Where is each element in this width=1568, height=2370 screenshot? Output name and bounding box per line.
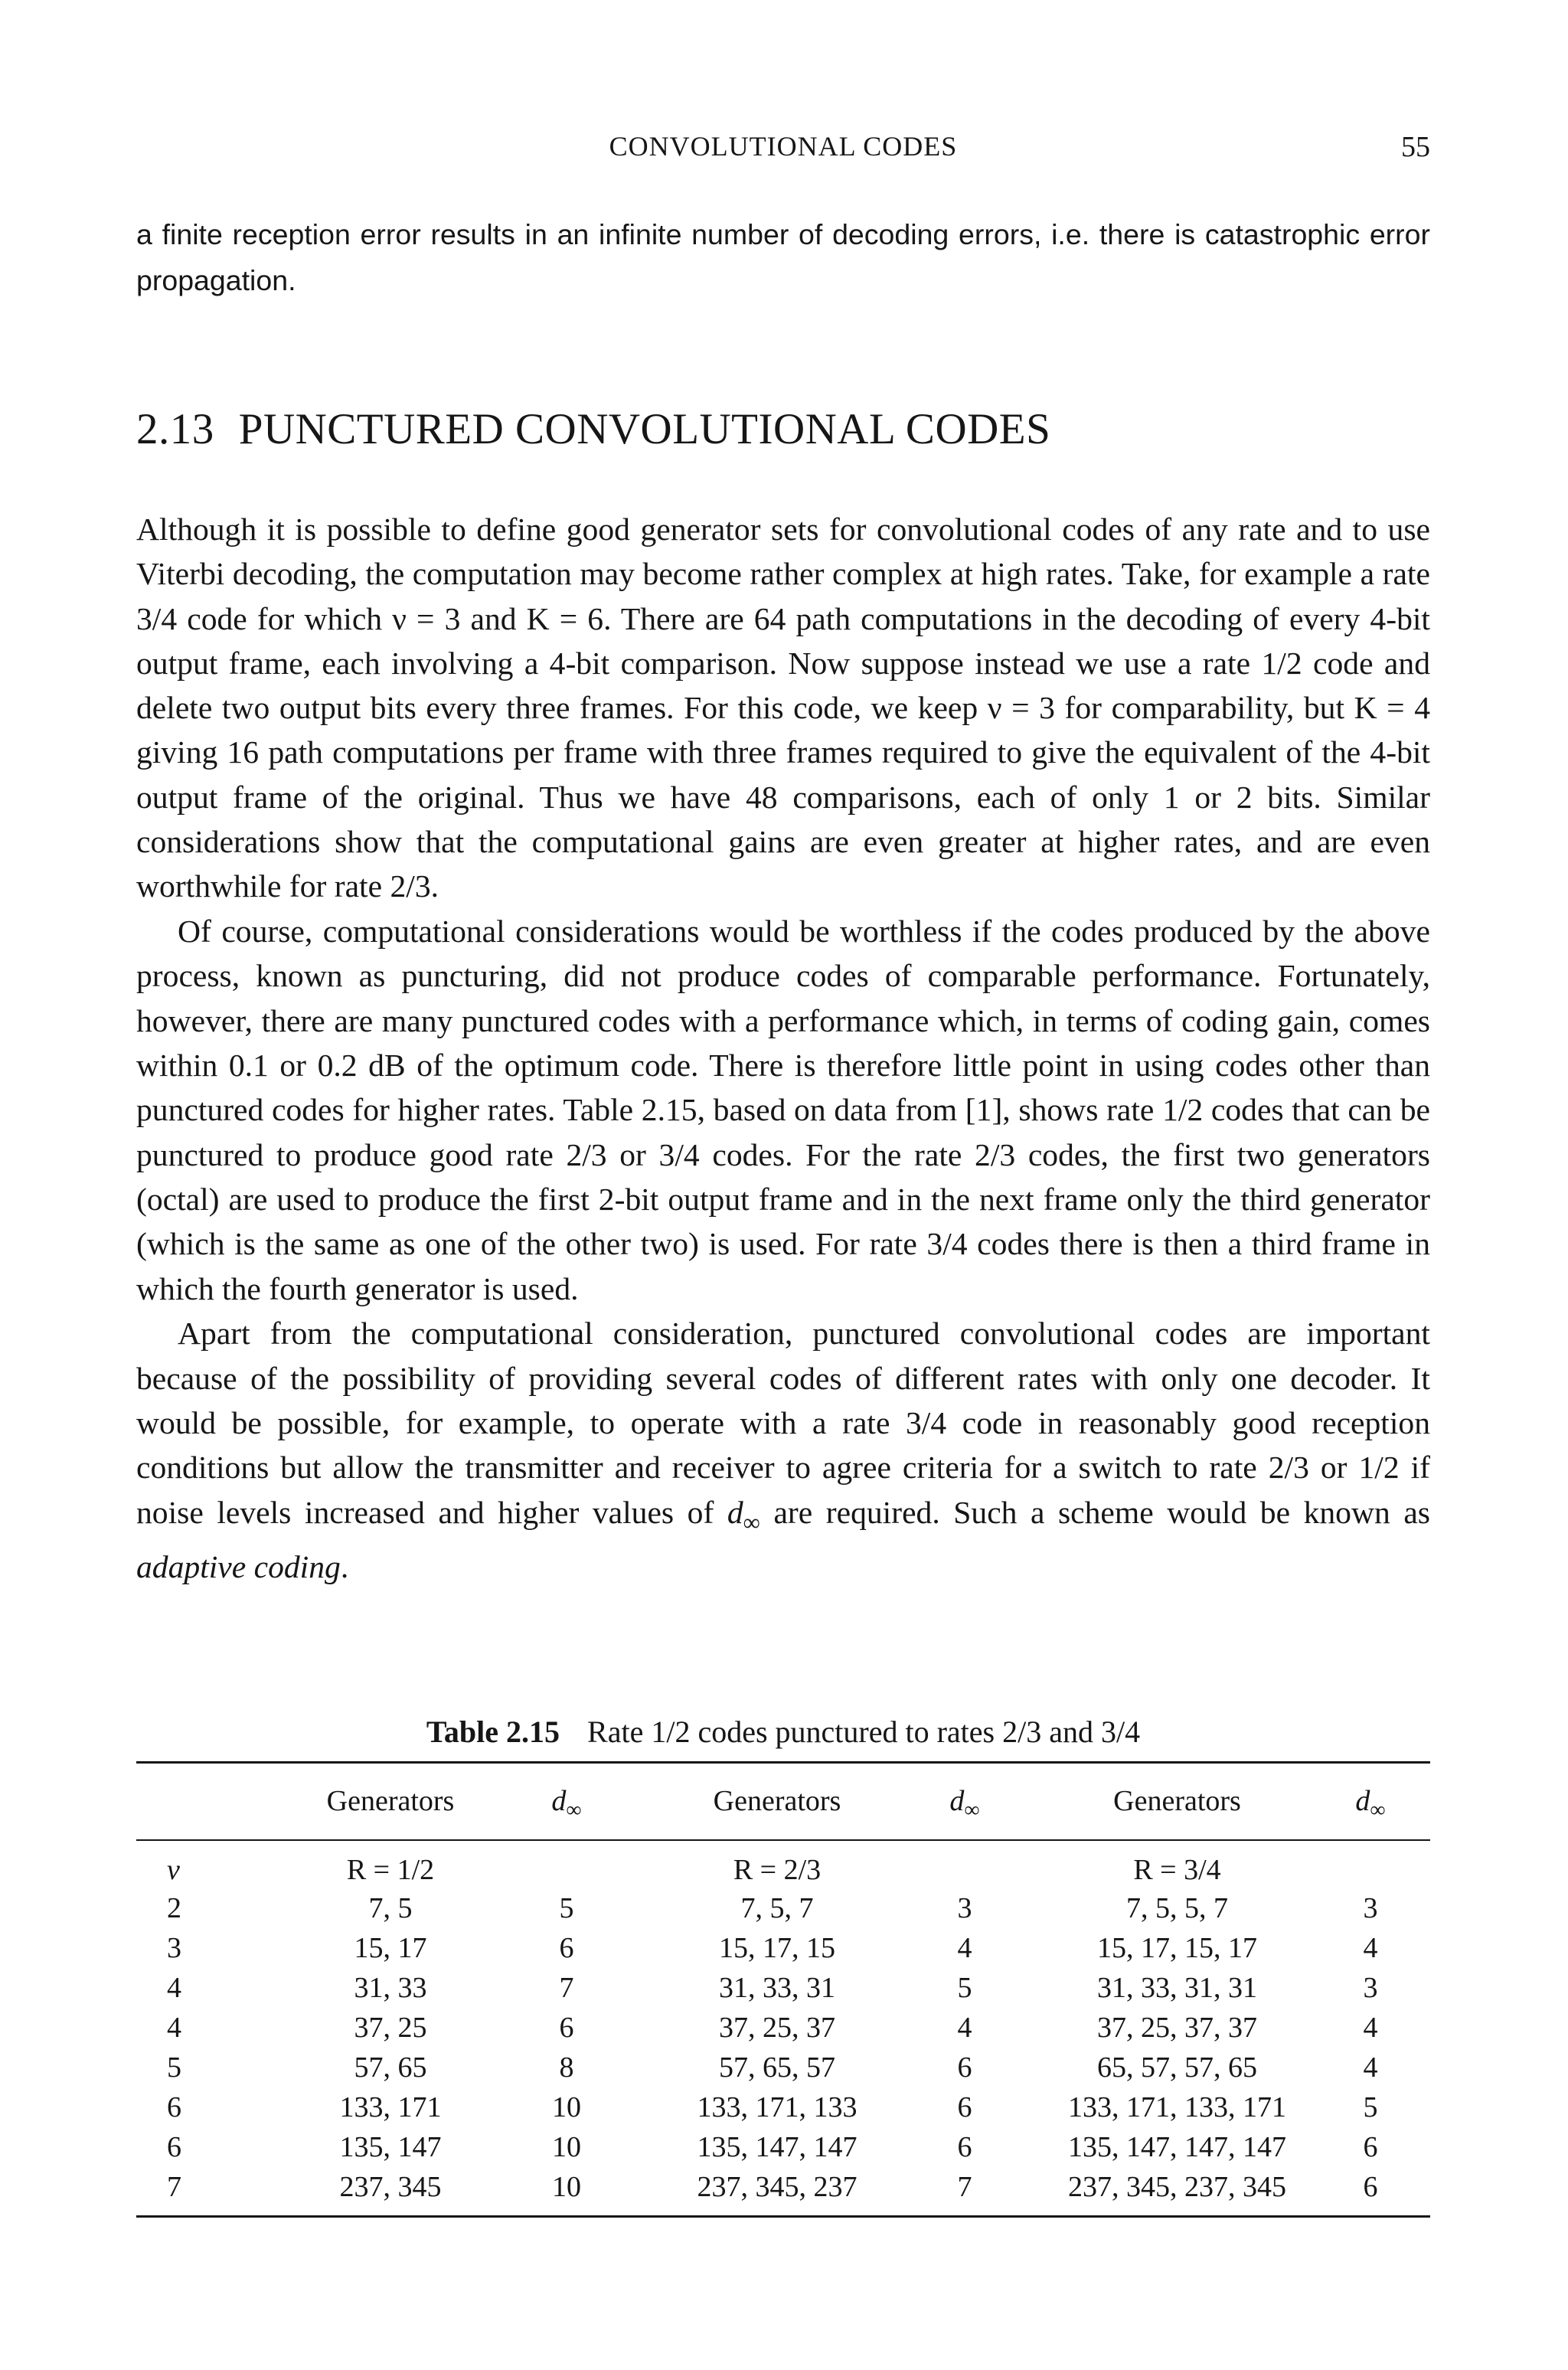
header-dinf-r23: $d_\infty$: [949, 1785, 980, 1822]
header-dinf-r34: $d_\infty$: [1355, 1785, 1386, 1822]
rate-label-1-2: R = 1/2: [346, 1854, 435, 1886]
paragraph-1: Although it is possible to define good generator sets for convolutional codes of any rate and to use Viterbi decoding, the computation may become rather complex at high rates. Take, for example a rate 3/4 code for which ν = 3 and K = 6. There are 64 path computations in the decoding of every 4-bit output frame, each involving a 4-bit comparison. Now suppose instead we use a rate 1/2 code and delete two output bits every three frames. For this code, we keep ν = 3 for comparability, but K = 4 giving 16 path computations per frame with three frames required to give the equivalent of the 4-bit output frame of the original. Thus we have 48 comparisons, each of only 1 or 2 bits. Similar considerations show that the computational gains are even greater at higher rates, and are even worthwhile for rate 2/3.: [136, 512, 1430, 904]
header-nu: ν: [167, 1854, 180, 1886]
table-bottom-rule: [136, 2215, 1430, 2218]
header-generators-r34: Generators: [1113, 1785, 1241, 1817]
page-number: 55: [1401, 131, 1430, 163]
table-top-rule: [136, 1761, 1430, 1764]
section-title: PUNCTURED CONVOLUTIONAL CODES: [238, 405, 1051, 453]
table-row: 5 57, 65 8 57, 65, 57 6 65, 57, 57, 65 4: [167, 2051, 1378, 2084]
header-dinf-r12: $d_\infty$: [551, 1785, 582, 1822]
header-generators-r12: Generators: [326, 1785, 455, 1817]
rate-label-3-4: R = 3/4: [1133, 1854, 1221, 1886]
table-caption: [136, 1714, 1430, 1750]
carryover-paragraph: a finite reception error results in an infinite number of decoding errors, i.e. there is catastrophic error propagation.: [136, 218, 1430, 296]
section-heading: [136, 404, 1430, 454]
table-row: 4 37, 25 6 37, 25, 37 4 37, 25, 37, 37 4: [167, 2012, 1378, 2044]
paragraph-2: Of course, computational considerations would be worthless if the codes produced by the above process, known as puncturing, did not produce codes of comparable performance. Fortunately, however, there are many punctured codes with a performance which, in terms of coding gain, comes within 0.1 or 0.2 dB of the optimum code. There is therefore little point in using codes other than punctured codes for higher rates. Table 2.15, based on data from [1], shows rate 1/2 codes that can be punctured to produce good rate 2/3 or 3/4 codes. For the rate 2/3 codes, the first two generators (octal) are used to produce the first 2-bit output frame and in the next frame only the third generator (which is the same as one of the other two) is used. For rate 3/4 codes there is then a third frame in which the fourth generator is used.: [136, 914, 1430, 1306]
table-label: Table 2.15: [426, 1715, 560, 1749]
table-row: 6 133, 171 10 133, 171, 133 6 133, 171, 133, 171 5: [167, 2091, 1378, 2123]
body-text: [136, 507, 1430, 1589]
paragraph-3: Apart from the computational consideration, punctured convolutional codes are important because of the possibility of providing several codes of different rates with only one decoder. It would be possible, for example, to operate with a rate 3/4 code in reasonably good reception conditions but allow the transmitter and receiver to agree criteria for a switch to rate 2/3 or 1/2 if noise levels increased and higher values of $d_\infty$ are required. Such a scheme would be known as adaptive coding.: [136, 1316, 1430, 1585]
running-title: CONVOLUTIONAL CODES: [609, 131, 958, 162]
section-number: 2.13: [136, 405, 214, 453]
table-row: 2 7, 5 5 7, 5, 7 3 7, 5, 5, 7 3: [167, 1892, 1378, 1924]
rate-label-2-3: R = 2/3: [733, 1854, 822, 1886]
table-row: 3 15, 17 6 15, 17, 15 4 15, 17, 15, 17 4: [167, 1932, 1378, 1964]
table-row: 7 237, 345 10 237, 345, 237 7 237, 345, 237, 345 6: [167, 2171, 1378, 2203]
emphasis-adaptive-coding: adaptive coding: [136, 1549, 341, 1585]
d-infinity-symbol: $d_\infty$: [727, 1494, 760, 1535]
table-row: 6 135, 147 10 135, 147, 147 6 135, 147, 147, 147 6: [167, 2131, 1378, 2163]
table-row: 4 31, 33 7 31, 33, 31 5 31, 33, 31, 31 3: [167, 1972, 1378, 2004]
header-generators-r23: Generators: [713, 1785, 841, 1817]
table-caption-text: Rate 1/2 codes punctured to rates 2/3 and 3/4: [587, 1715, 1141, 1749]
running-head: [136, 130, 1430, 168]
table-header-rule: [136, 1839, 1430, 1841]
